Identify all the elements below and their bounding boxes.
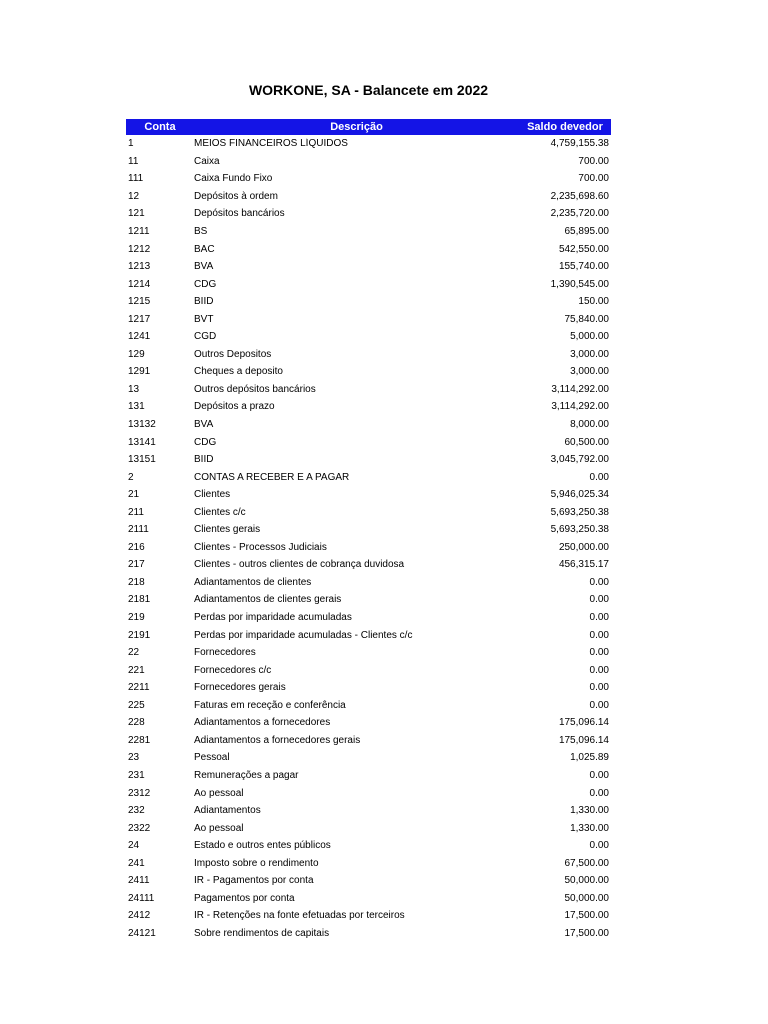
- cell-conta: 2322: [128, 822, 151, 834]
- cell-descricao: BVT: [194, 313, 214, 325]
- cell-saldo: 5,000.00: [570, 331, 609, 343]
- cell-conta: 13141: [128, 436, 156, 448]
- cell-saldo: 0.00: [589, 594, 609, 606]
- cell-saldo: 60,500.00: [564, 436, 609, 448]
- cell-descricao: Adiantamentos a fornecedores gerais: [194, 734, 361, 746]
- table-row: [126, 749, 611, 767]
- table-row: [126, 328, 611, 346]
- header-conta: Conta: [144, 121, 176, 133]
- table-row: [126, 609, 611, 627]
- table-row: [126, 925, 611, 943]
- cell-saldo: 150.00: [578, 296, 609, 308]
- cell-saldo: 50,000.00: [564, 875, 609, 887]
- cell-descricao: Fornecedores c/c: [194, 664, 272, 676]
- cell-conta: 225: [128, 699, 145, 711]
- cell-descricao: Pagamentos por conta: [194, 892, 295, 904]
- cell-descricao: Caixa: [194, 155, 220, 167]
- cell-saldo: 50,000.00: [564, 892, 609, 904]
- cell-saldo: 175,096.14: [558, 734, 609, 746]
- cell-saldo: 17,500.00: [564, 927, 609, 939]
- cell-descricao: Ao pessoal: [194, 822, 244, 834]
- table-body: [126, 135, 611, 942]
- cell-descricao: Clientes - Processos Judiciais: [194, 541, 327, 553]
- cell-saldo: 17,500.00: [564, 910, 609, 922]
- cell-conta: 217: [128, 559, 145, 571]
- table-row: [126, 837, 611, 855]
- cell-conta: 1211: [128, 226, 150, 237]
- cell-conta: 221: [128, 664, 145, 676]
- table-row: [126, 153, 611, 171]
- cell-conta: 2412: [128, 910, 151, 922]
- cell-conta: 2191: [128, 629, 151, 641]
- table-row: [126, 890, 611, 908]
- table-row: [126, 451, 611, 469]
- cell-conta: 24121: [128, 927, 156, 939]
- table-row: [126, 819, 611, 837]
- cell-saldo: 5,693,250.38: [550, 506, 609, 518]
- table-row: [126, 346, 611, 364]
- cell-descricao: Clientes c/c: [194, 506, 246, 518]
- cell-descricao: BIID: [194, 296, 214, 308]
- table-row: [126, 188, 611, 206]
- cell-descricao: CDG: [194, 278, 217, 290]
- table-row: [126, 170, 611, 188]
- cell-saldo: 65,895.00: [564, 226, 609, 237]
- table-row: [126, 679, 611, 697]
- table-row: [126, 644, 611, 662]
- cell-descricao: CONTAS A RECEBER E A PAGAR: [194, 471, 350, 483]
- cell-descricao: Depósitos bancários: [194, 208, 285, 220]
- cell-descricao: Outros Depositos: [194, 348, 272, 360]
- cell-saldo: 700.00: [578, 173, 609, 185]
- cell-saldo: 2,235,720.00: [550, 208, 609, 220]
- table-row: [126, 310, 611, 328]
- table-row: [126, 767, 611, 785]
- cell-saldo: 155,740.00: [558, 261, 609, 273]
- cell-conta: 21: [128, 489, 140, 501]
- cell-saldo: 3,045,792.00: [550, 454, 609, 466]
- cell-conta: 2: [128, 471, 134, 483]
- table-row: [126, 468, 611, 486]
- cell-saldo: 175,096.14: [558, 717, 609, 729]
- table-row: [126, 416, 611, 434]
- cell-descricao: Depósitos a prazo: [194, 401, 275, 413]
- cell-descricao: Imposto sobre o rendimento: [194, 857, 319, 869]
- table-row: [126, 661, 611, 679]
- cell-conta: 2281: [128, 734, 151, 746]
- cell-conta: 24: [128, 840, 140, 852]
- cell-descricao: Pessoal: [194, 752, 230, 764]
- cell-conta: 121: [128, 208, 145, 220]
- cell-descricao: Clientes gerais: [194, 524, 261, 536]
- cell-saldo: 0.00: [589, 612, 609, 624]
- table-row: [126, 714, 611, 732]
- cell-saldo: 2,235,698.60: [550, 190, 609, 202]
- table-row: [126, 293, 611, 311]
- cell-conta: 1: [128, 138, 134, 150]
- cell-conta: 1217: [128, 313, 151, 325]
- cell-descricao: Adiantamentos a fornecedores: [194, 717, 331, 729]
- cell-saldo: 0.00: [589, 471, 609, 483]
- cell-saldo: 1,330.00: [570, 822, 609, 834]
- table-row: [126, 907, 611, 925]
- cell-conta: 232: [128, 805, 145, 817]
- cell-descricao: Adiantamentos de clientes gerais: [194, 594, 342, 606]
- cell-conta: 111: [128, 173, 144, 185]
- cell-conta: 2111: [128, 524, 149, 536]
- cell-conta: 13: [128, 383, 140, 395]
- table-row: [126, 872, 611, 890]
- cell-saldo: 0.00: [589, 699, 609, 711]
- cell-descricao: Ao pessoal: [194, 787, 244, 799]
- table-row: [126, 363, 611, 381]
- cell-saldo: 0.00: [589, 769, 609, 781]
- table-row: [126, 732, 611, 750]
- cell-descricao: Outros depósitos bancários: [194, 383, 316, 395]
- cell-descricao: BAC: [194, 243, 215, 255]
- cell-conta: 2411: [128, 875, 150, 887]
- cell-conta: 13151: [128, 454, 156, 466]
- cell-saldo: 0.00: [589, 682, 609, 694]
- cell-conta: 2211: [128, 682, 150, 694]
- balance-table: [126, 119, 611, 942]
- table-row: [126, 433, 611, 451]
- cell-conta: 2312: [128, 787, 151, 799]
- cell-conta: 1241: [128, 331, 151, 343]
- cell-saldo: 3,114,292.00: [551, 401, 609, 413]
- cell-saldo: 0.00: [589, 787, 609, 799]
- table-header: [126, 119, 611, 135]
- cell-saldo: 542,550.00: [558, 243, 609, 255]
- header-descricao: Descrição: [330, 121, 383, 133]
- cell-conta: 1212: [128, 243, 151, 255]
- cell-descricao: Adiantamentos: [194, 805, 261, 817]
- table-row: [126, 240, 611, 258]
- cell-descricao: Estado e outros entes públicos: [194, 840, 331, 852]
- cell-conta: 218: [128, 576, 145, 588]
- cell-descricao: BVA: [194, 419, 214, 431]
- cell-saldo: 8,000.00: [570, 419, 609, 431]
- cell-descricao: Fornecedores gerais: [194, 682, 286, 694]
- table-row: [126, 626, 611, 644]
- cell-descricao: Depósitos à ordem: [194, 190, 278, 202]
- cell-saldo: 4,759,155.38: [550, 138, 609, 150]
- cell-descricao: Cheques a deposito: [194, 366, 283, 378]
- cell-saldo: 3,114,292.00: [551, 383, 609, 395]
- cell-conta: 1213: [128, 261, 151, 273]
- table-row: [126, 503, 611, 521]
- cell-saldo: 75,840.00: [564, 313, 609, 325]
- cell-descricao: Perdas por imparidade acumuladas: [194, 612, 352, 624]
- cell-saldo: 0.00: [589, 647, 609, 659]
- cell-saldo: 0.00: [589, 629, 609, 641]
- cell-descricao: Fornecedores: [194, 647, 256, 659]
- cell-conta: 23: [128, 752, 140, 764]
- cell-conta: 131: [128, 401, 145, 413]
- cell-conta: 211: [128, 506, 144, 518]
- page-title: WORKONE, SA - Balancete em 2022: [248, 82, 489, 98]
- cell-descricao: Sobre rendimentos de capitais: [194, 927, 330, 939]
- cell-conta: 219: [128, 612, 145, 624]
- cell-conta: 22: [128, 647, 140, 659]
- cell-conta: 241: [128, 857, 145, 869]
- table-row: [126, 258, 611, 276]
- cell-conta: 1215: [128, 296, 151, 308]
- cell-saldo: 1,330.00: [570, 805, 609, 817]
- table-row: [126, 135, 611, 153]
- table-row: [126, 802, 611, 820]
- table-row: [126, 574, 611, 592]
- table-row: [126, 205, 611, 223]
- cell-conta: 24111: [128, 892, 155, 904]
- cell-conta: 231: [128, 769, 145, 781]
- cell-saldo: 3,000.00: [570, 348, 609, 360]
- cell-descricao: Perdas por imparidade acumuladas - Clientes c/c: [194, 629, 413, 641]
- table-row: [126, 521, 611, 539]
- table-row: [126, 556, 611, 574]
- table-row: [126, 381, 611, 399]
- cell-conta: 228: [128, 717, 145, 729]
- cell-saldo: 1,390,545.00: [550, 278, 609, 290]
- table-row: [126, 486, 611, 504]
- cell-descricao: Clientes - outros clientes de cobrança duvidosa: [194, 559, 405, 571]
- cell-descricao: Remunerações a pagar: [194, 769, 299, 781]
- cell-saldo: 0.00: [589, 664, 609, 676]
- cell-descricao: BS: [194, 226, 208, 237]
- cell-saldo: 5,693,250.38: [550, 524, 609, 536]
- table-row: [126, 854, 611, 872]
- table-row: [126, 275, 611, 293]
- cell-descricao: Adiantamentos de clientes: [194, 576, 312, 588]
- table-row: [126, 784, 611, 802]
- cell-descricao: CDG: [194, 436, 217, 448]
- cell-saldo: 456,315.17: [558, 559, 609, 571]
- table-row: [126, 539, 611, 557]
- cell-descricao: MEIOS FINANCEIROS LÍQUIDOS: [194, 138, 348, 150]
- cell-descricao: CGD: [194, 331, 217, 343]
- table-row: [126, 398, 611, 416]
- cell-saldo: 5,946,025.34: [550, 489, 609, 501]
- cell-descricao: IR - Retenções na fonte efetuadas por terceiros: [194, 910, 405, 922]
- cell-saldo: 1,025.89: [570, 752, 609, 764]
- cell-conta: 1291: [128, 366, 151, 378]
- cell-conta: 12: [128, 190, 140, 202]
- cell-saldo: 3,000.00: [570, 366, 609, 378]
- cell-descricao: Caixa Fundo Fixo: [194, 173, 273, 185]
- cell-conta: 129: [128, 348, 145, 360]
- cell-descricao: Clientes: [194, 489, 231, 501]
- table-row: [126, 697, 611, 715]
- header-saldo: Saldo devedor: [527, 121, 603, 133]
- cell-saldo: 67,500.00: [564, 857, 609, 869]
- cell-descricao: Faturas em receção e conferência: [194, 699, 346, 711]
- cell-saldo: 700.00: [578, 155, 609, 167]
- cell-descricao: BIID: [194, 454, 214, 466]
- cell-conta: 11: [128, 155, 139, 167]
- cell-descricao: BVA: [194, 261, 214, 273]
- table-row: [126, 591, 611, 609]
- cell-conta: 2181: [128, 594, 151, 606]
- cell-conta: 216: [128, 541, 145, 553]
- cell-conta: 13132: [128, 419, 156, 431]
- table-row: [126, 223, 611, 241]
- cell-saldo: 0.00: [589, 840, 609, 852]
- cell-saldo: 250,000.00: [558, 541, 609, 553]
- cell-conta: 1214: [128, 278, 151, 290]
- cell-descricao: IR - Pagamentos por conta: [194, 875, 314, 887]
- cell-saldo: 0.00: [589, 576, 609, 588]
